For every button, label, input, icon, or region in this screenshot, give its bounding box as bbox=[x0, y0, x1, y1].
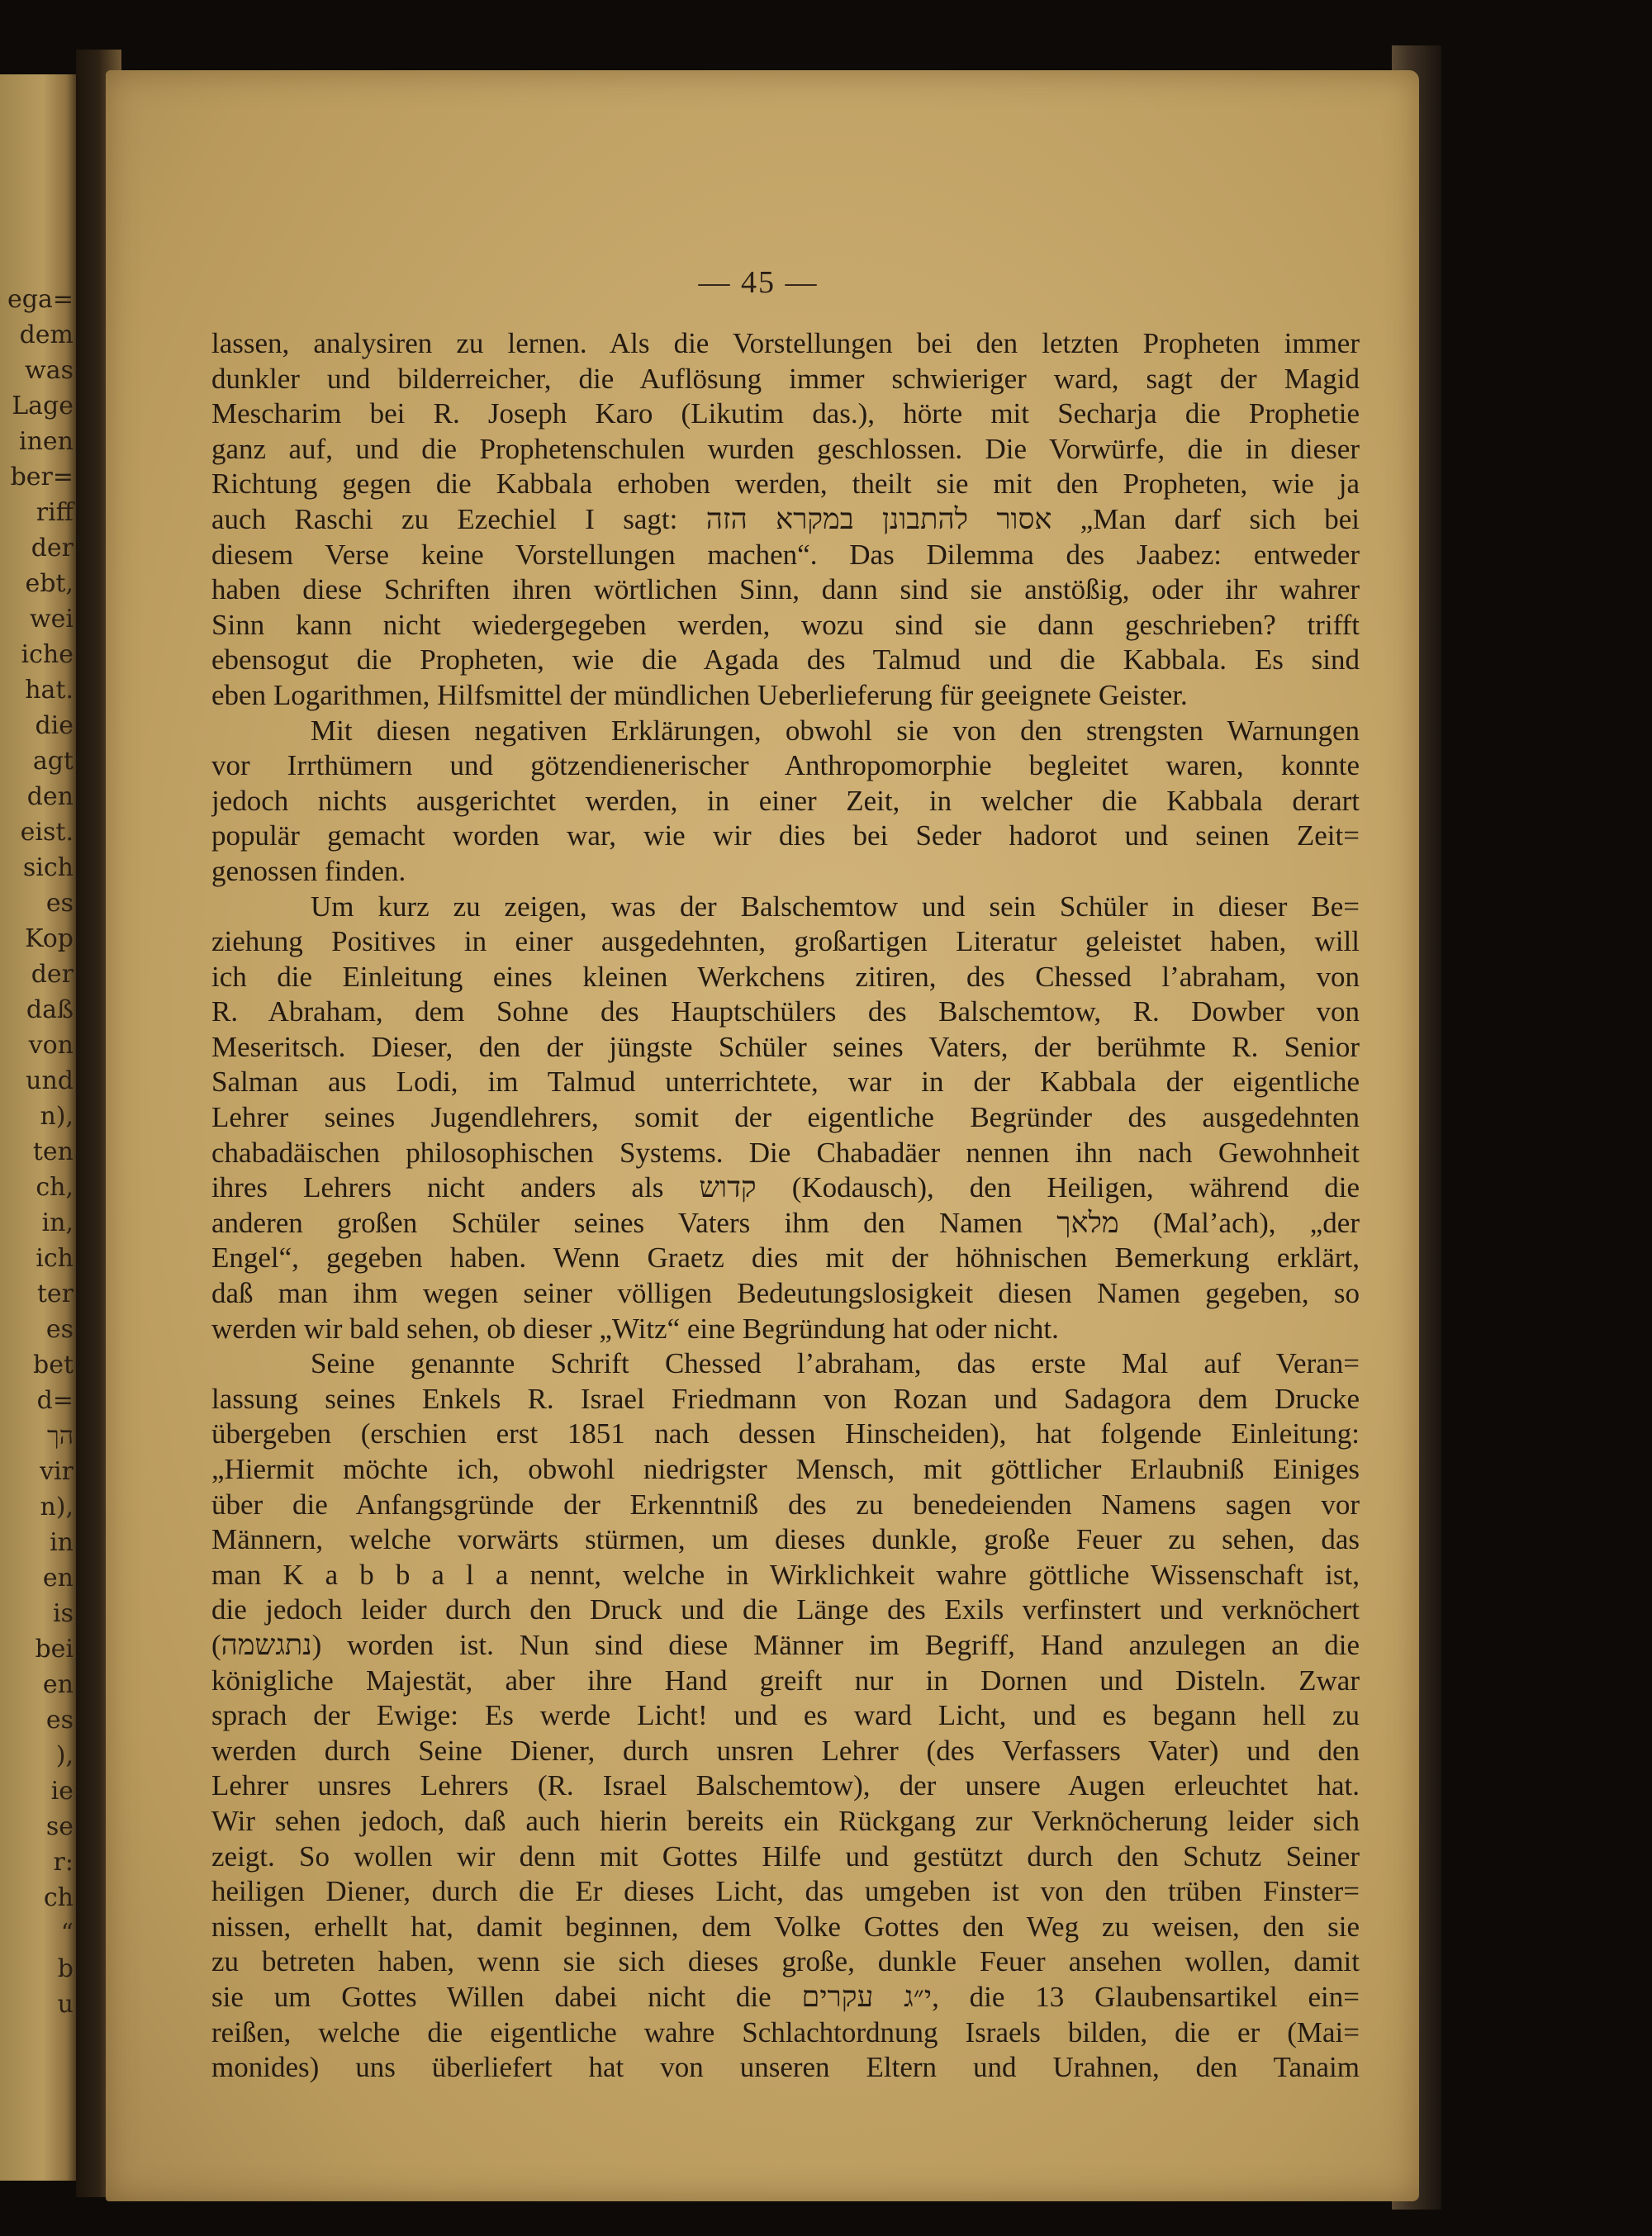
left-page-fragment: hat. bbox=[25, 676, 74, 705]
left-page-fragment: d= bbox=[36, 1386, 74, 1415]
page-body-text bbox=[211, 326, 1360, 2086]
left-page-fragment: ega= bbox=[7, 285, 74, 314]
text-line: die jedoch leider durch den Druck und die Länge des Exils verfinstert und verknöchert bbox=[211, 1593, 1360, 1626]
text-line: heiligen Diener, durch die Er dieses Licht, das umgeben ist von den trüben Finster= bbox=[211, 1875, 1360, 1908]
text-line: (נתגשמה) worden ist. Nun sind diese Männer im Begriff, Hand anzulegen an die bbox=[211, 1628, 1360, 1661]
text-line: vor Irrthümern und götzendienerischer Anthropomorphie begleitet waren, konnte bbox=[211, 749, 1360, 782]
left-page-fragment: ie bbox=[50, 1777, 74, 1806]
left-page-fragment: is bbox=[53, 1599, 74, 1628]
left-page-fragment: agt bbox=[32, 747, 74, 776]
left-page-fragment: Lage bbox=[12, 392, 74, 420]
text-line: haben diese Schriften ihren wörtlichen Sinn, dann sind sie anstößig, oder ihr wahrer bbox=[211, 573, 1360, 606]
text-line: Meseritsch. Dieser, den der jüngste Schüler seines Vaters, der berühmte R. Senior bbox=[211, 1030, 1360, 1063]
left-page-fragment: den bbox=[26, 782, 74, 811]
left-page-fragment: ), bbox=[55, 1741, 74, 1770]
text-line: jedoch nichts ausgerichtet werden, in einer Zeit, in welcher die Kabbala derart bbox=[211, 784, 1360, 817]
left-page-fragment: dem bbox=[19, 320, 74, 349]
page-number: — 45 — bbox=[698, 265, 819, 300]
text-line: über die Anfangsgründe der Erkenntniß des zu benedeienden Namens sagen vor bbox=[211, 1488, 1360, 1521]
text-line: werden wir bald sehen, ob dieser „Witz“ eine Begründung hat oder nicht. bbox=[211, 1312, 1059, 1345]
text-line: reißen, welche die eigentliche wahre Schlachtordnung Israels bilden, die er (Mai= bbox=[211, 2015, 1360, 2048]
left-page-fragment: se bbox=[45, 1812, 74, 1841]
left-page-fragment: r: bbox=[53, 1848, 74, 1877]
text-line: Engel“, gegeben haben. Wenn Graetz dies mit der höhnischen Bemerkung erklärt, bbox=[211, 1241, 1360, 1275]
text-line: nissen, erhellt hat, damit beginnen, dem Volke Gottes den Weg zu weisen, den sie bbox=[211, 1910, 1360, 1943]
left-page-fragment: “ bbox=[60, 1919, 74, 1948]
left-page-fragment: eist. bbox=[20, 818, 74, 847]
left-page-fragment: ebt, bbox=[25, 569, 74, 598]
text-line: daß man ihm wegen seiner völligen Bedeutungslosigkeit diesen Namen gegeben, so bbox=[211, 1277, 1360, 1310]
text-line: dunkler und bilderreicher, die Auflösung immer schwieriger ward, sagt der Magid bbox=[211, 362, 1360, 395]
left-page-fragment: der bbox=[31, 960, 74, 989]
text-line: „Hiermit möchte ich, obwohl niedrigster Mensch, mit göttlicher Erlaubniß Einiges bbox=[211, 1453, 1360, 1485]
text-line: übergeben (erschien erst 1851 nach dessen Hinscheiden), hat folgende Einleitung: bbox=[211, 1417, 1360, 1450]
left-page-fragment: inen bbox=[19, 427, 74, 456]
left-page-fragment: daß bbox=[26, 995, 74, 1024]
left-page-fragment: ten bbox=[32, 1137, 74, 1166]
left-page-fragment: riff bbox=[36, 498, 74, 527]
text-line: ebensogut die Propheten, wie die Agada des Talmud und die Kabbala. Es sind bbox=[211, 643, 1360, 676]
left-page-fragment: von bbox=[28, 1031, 74, 1060]
left-page-fragment: es bbox=[45, 1706, 74, 1735]
left-page-fragment: vir bbox=[40, 1457, 74, 1486]
text-line: genossen finden. bbox=[211, 854, 406, 887]
left-page-fragment: Kop bbox=[25, 924, 74, 953]
text-line: anderen großen Schüler seines Vaters ihm den Namen מלאך (Mal’ach), „der bbox=[211, 1206, 1360, 1239]
text-line: Um kurz zu zeigen, was der Balschemtow und sein Schüler in dieser Be= bbox=[311, 890, 1360, 923]
text-line: monides) uns überliefert hat von unseren Eltern und Urahnen, den Tanaim bbox=[211, 2051, 1360, 2084]
left-page-fragment: in bbox=[50, 1528, 74, 1557]
left-facing-page bbox=[0, 74, 78, 2181]
left-page-fragment: n), bbox=[40, 1493, 74, 1522]
text-line: man K a b b a l a nennt, welche in Wirklichkeit wahre göttliche Wissenschaft ist, bbox=[211, 1558, 1360, 1591]
left-page-fragment: bet bbox=[32, 1351, 74, 1379]
text-line: R. Abraham, dem Sohne des Hauptschülers des Balschemtow, R. Dowber von bbox=[211, 995, 1360, 1028]
left-page-fragment: en bbox=[42, 1670, 74, 1699]
left-page-fragment: die bbox=[35, 711, 74, 740]
text-line: Wir sehen jedoch, daß auch hierin bereits ein Rückgang zur Verknöcherung leider sich bbox=[211, 1804, 1360, 1837]
left-page-fragment: u bbox=[57, 1990, 74, 2019]
text-line: zu betreten haben, wenn sie sich dieses große, dunkle Feuer ansehen wollen, damit bbox=[211, 1945, 1360, 1978]
text-line: sie um Gottes Willen dabei nicht die י״ג עקרים, die 13 Glaubensartikel ein= bbox=[211, 1980, 1360, 2013]
text-line: Mit diesen negativen Erklärungen, obwohl sie von den strengsten Warnungen bbox=[311, 714, 1360, 747]
left-page-fragment: der bbox=[31, 534, 74, 563]
left-page-fragment: in, bbox=[41, 1208, 74, 1237]
left-page-fragment: ber= bbox=[10, 463, 74, 491]
left-page-fragment: ter bbox=[36, 1279, 74, 1308]
left-page-fragment: b bbox=[57, 1954, 74, 1983]
left-page-fragment: bei bbox=[35, 1635, 74, 1664]
text-line: auch Raschi zu Ezechiel I sagt: אסור להתבונן במקרא הזה „Man darf sich bei bbox=[211, 502, 1360, 535]
text-line: zeigt. So wollen wir denn mit Gottes Hilfe und gestützt durch den Schutz Seiner bbox=[211, 1840, 1360, 1873]
text-line: Salman aus Lodi, im Talmud unterrichtete, war in der Kabbala der eigentliche bbox=[211, 1066, 1360, 1099]
left-page-fragment: es bbox=[45, 889, 74, 918]
left-page-fragment: ch bbox=[43, 1883, 74, 1912]
left-page-fragment: ich bbox=[36, 1244, 74, 1273]
text-line: eben Logarithmen, Hilfsmittel der mündlichen Ueberlieferung für geeignete Geister. bbox=[211, 678, 1188, 711]
left-page-fragment: en bbox=[42, 1564, 74, 1593]
left-page-fragment: und bbox=[26, 1066, 74, 1095]
text-line: Lehrer seines Jugendlehrers, somit der eigentliche Begründer des ausgedehnten bbox=[211, 1101, 1360, 1134]
text-line: ihres Lehrers nicht anders als קדוש (Kodausch), den Heiligen, während die bbox=[211, 1171, 1360, 1204]
text-line: diesem Verse keine Vorstellungen machen“. Das Dilemma des Jaabez: entweder bbox=[211, 538, 1360, 571]
text-line: chabadäischen philosophischen Systems. Die Chabadäer nennen ihn nach Gewohnheit bbox=[211, 1136, 1360, 1169]
left-page-fragment: wei bbox=[29, 605, 74, 634]
text-line: ich die Einleitung eines kleinen Werkchens zitiren, des Chessed l’abraham, von bbox=[211, 960, 1360, 993]
text-line: Seine genannte Schrift Chessed l’abraham, das erste Mal auf Veran= bbox=[311, 1347, 1360, 1380]
text-line: Mescharim bei R. Joseph Karo (Likutim das.), hörte mit Secharja die Prophetie bbox=[211, 397, 1360, 430]
text-line: ganz auf, und die Prophetenschulen wurden geschlossen. Die Vorwürfe, die in dieser bbox=[211, 432, 1360, 465]
left-page-fragment: הך bbox=[47, 1422, 74, 1450]
left-page-fragment: ch, bbox=[36, 1173, 74, 1202]
left-page-fragment: es bbox=[45, 1315, 74, 1344]
text-line: Richtung gegen die Kabbala erhoben werden, theilt sie mit den Propheten, wie ja bbox=[211, 468, 1360, 501]
left-page-fragment: n), bbox=[40, 1102, 74, 1131]
text-line: ziehung Positives in einer ausgedehnten, großartigen Literatur geleistet haben, will bbox=[211, 925, 1360, 958]
text-line: lassen, analysiren zu lernen. Als die Vorstellungen bei den letzten Propheten immer bbox=[211, 327, 1360, 359]
text-line: werden durch Seine Diener, durch unsren Lehrer (des Verfassers Vater) und den bbox=[211, 1734, 1360, 1767]
text-line: königliche Majestät, aber ihre Hand greift nur in Dornen und Disteln. Zwar bbox=[211, 1664, 1360, 1697]
text-line: populär gemacht worden war, wie wir dies bei Seder hadorot und seinen Zeit= bbox=[211, 819, 1360, 852]
left-page-fragment: iche bbox=[21, 640, 74, 669]
left-page-fragment: was bbox=[25, 356, 74, 385]
text-line: Lehrer unsres Lehrers (R. Israel Balschemtow), der unsere Augen erleuchtet hat. bbox=[211, 1769, 1360, 1802]
text-line: Sinn kann nicht wiedergegeben werden, wozu sind sie dann geschrieben? trifft bbox=[211, 608, 1360, 641]
text-line: sprach der Ewige: Es werde Licht! und es ward Licht, und es begann hell zu bbox=[211, 1699, 1360, 1732]
book-page bbox=[106, 70, 1419, 2201]
text-line: lassung seines Enkels R. Israel Friedmann von Rozan und Sadagora dem Drucke bbox=[211, 1382, 1360, 1415]
text-line: Männern, welche vorwärts stürmen, um dieses dunkle, große Feuer zu sehen, das bbox=[211, 1523, 1360, 1556]
left-page-fragment: sich bbox=[22, 853, 74, 882]
